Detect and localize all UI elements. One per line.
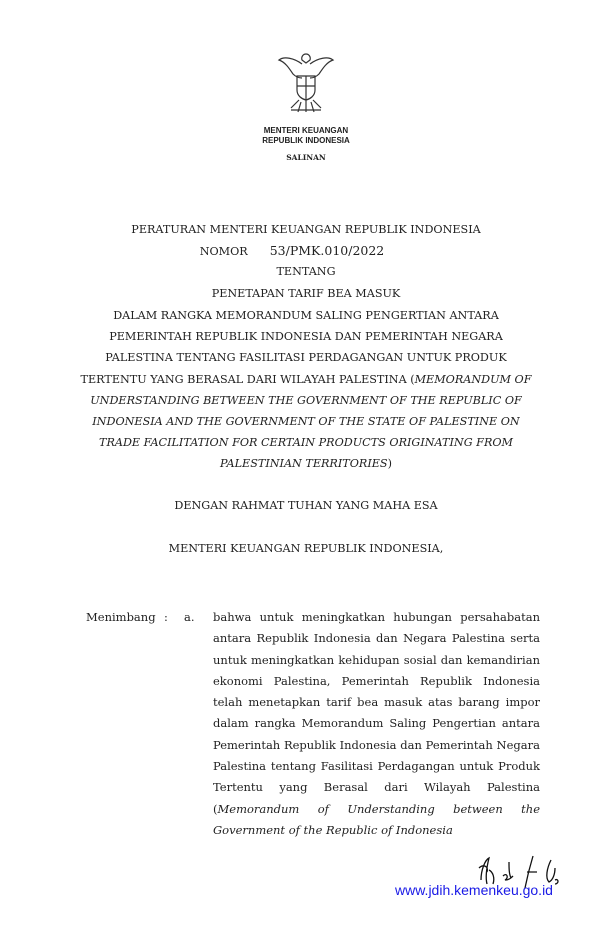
header-republic: REPUBLIK INDONESIA — [262, 136, 350, 145]
jdih-link[interactable]: www.jdih.kemenkeu.go.id — [395, 882, 553, 898]
item-marker: a. — [184, 610, 195, 624]
title-line: TRADE FACILITATION FOR CERTAIN PRODUCTS ORIGINATING FROM — [99, 436, 513, 449]
nomor-label: NOMOR — [199, 245, 248, 258]
title-line: TENTANG — [276, 265, 336, 278]
nomor-line — [0, 244, 612, 259]
title-text: ) — [387, 457, 392, 470]
title-line: DALAM RANGKA MEMORANDUM SALING PENGERTIAN ANTARA — [113, 309, 499, 322]
paragraph-italic: Memorandum of Understanding between the Government of the Republic of Indonesia — [213, 801, 540, 837]
garuda-emblem-icon — [277, 50, 335, 118]
title-line: PERATURAN MENTERI KEUANGAN REPUBLIK INDONESIA — [131, 223, 481, 236]
nomor-value: 53/PMK.010/2022 — [269, 243, 385, 258]
salinan-stamp: SALINAN — [286, 153, 326, 162]
title-line — [0, 373, 612, 387]
menimbang-label: Menimbang — [86, 610, 156, 624]
title-line: PALESTINA TENTANG FASILITASI PERDAGANGAN UNTUK PRODUK — [105, 351, 507, 364]
menteri-line: MENTERI KEUANGAN REPUBLIK INDONESIA, — [168, 542, 444, 555]
menimbang-paragraph — [213, 607, 540, 841]
title-line: INDONESIA AND THE GOVERNMENT OF THE STATE OF PALESTINE ON — [92, 415, 520, 428]
title-text: TERTENTU YANG BERASAL DARI WILAYAH PALESTINA ( — [80, 373, 415, 386]
title-italic: PALESTINIAN TERRITORIES — [220, 457, 388, 470]
title-line — [0, 457, 612, 471]
title-italic: MEMORANDUM OF — [414, 373, 532, 386]
title-line: PEMERINTAH REPUBLIK INDONESIA DAN PEMERINTAH NEGARA — [109, 330, 503, 343]
paragraph-text: bahwa untuk meningkatkan hubungan persahabatan antara Republik Indonesia dan Negara Palestina serta untuk meningkatkan kehidupan sosial dan kemandirian ekonomi Palestina, Pemerintah Republik Indonesia telah menetapkan tarif bea masuk atas barang impor dalam rangka Memorandum Saling Pengertian antara Pemerintah Republik Indonesia dan Pemerintah Negara Palestina tentang Fasilitasi Perdagangan untuk Produk Tertentu yang Berasal dari Wilayah Palestina ( — [213, 610, 540, 816]
header-ministry: MENTERI KEUANGAN — [263, 126, 349, 135]
menimbang-colon: : — [164, 610, 168, 624]
rahmat-line: DENGAN RAHMAT TUHAN YANG MAHA ESA — [174, 499, 438, 512]
title-line: UNDERSTANDING BETWEEN THE GOVERNMENT OF THE REPUBLIC OF — [90, 394, 522, 407]
title-line: PENETAPAN TARIF BEA MASUK — [211, 287, 401, 300]
